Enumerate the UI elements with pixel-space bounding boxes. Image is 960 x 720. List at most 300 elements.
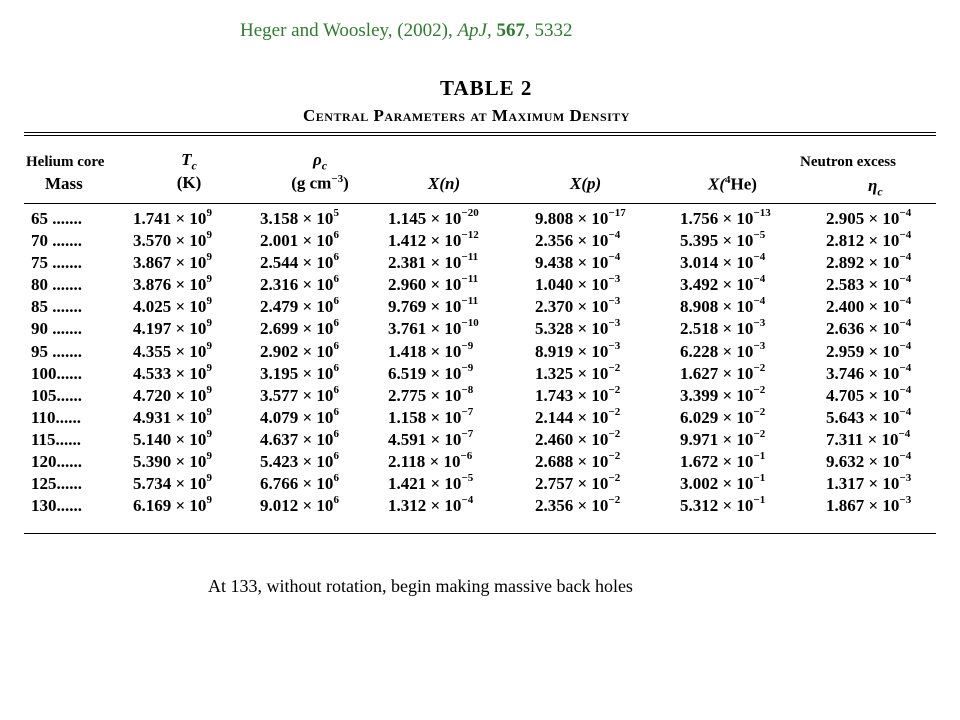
cell-xn: $2.381 \times 10^{-11}$ [388,251,479,273]
exponent: −13 [753,207,771,219]
exponent: −2 [608,472,621,485]
exponent: −4 [899,273,912,286]
header-rho-exponent: −3 [331,173,344,186]
mantissa: 2.356 [535,496,574,516]
cell-xn: $1.412 \times 10^{-12}$ [388,229,479,251]
mantissa: 6.519 [388,363,427,383]
table-row [0,383,960,408]
exponent: −2 [608,405,621,418]
header-tc [164,150,214,193]
mantissa: 4.197 [133,319,172,339]
exponent: −10 [461,317,479,330]
table-row [0,474,960,496]
exponent: −4 [899,207,912,219]
cell-rho: $5.423 \times 10^6$ [260,450,339,472]
header-rho-close: ) [343,174,349,194]
exponent: 6 [333,383,339,396]
cell-tc: $3.570 \times 10^9$ [133,229,212,251]
cell-tc: $1.741 \times 10^9$ [133,207,212,228]
cell-mass: 90 ....... [31,319,82,339]
cell-tc: $5.734 \times 10^9$ [133,472,212,494]
cell-xn: $6.519 \times 10^{-9}$ [388,361,474,383]
cell-xp: $1.040 \times 10^{-3}$ [535,273,621,295]
cell-rho: $9.012 \times 10^6$ [260,494,339,516]
mantissa: 9.769 [388,297,427,317]
citation-separator: , [525,20,535,41]
header-xn [428,174,460,194]
table-top-rule [24,132,936,133]
mantissa: 5.423 [260,452,299,472]
exponent: 6 [333,450,339,463]
cell-xhe: $9.971 \times 10^{-2}$ [680,427,766,449]
cell-tc: $4.197 \times 10^9$ [133,317,212,339]
exponent: −2 [753,427,766,440]
cell-eta: $9.632 \times 10^{-4}$ [826,450,912,472]
cell-tc: $3.876 \times 10^9$ [133,273,212,295]
exponent: −3 [608,339,621,352]
table-top-rule-double [24,135,936,136]
header-tc-unit: (K) [176,173,202,193]
cell-eta: $5.643 \times 10^{-4}$ [826,405,912,427]
mantissa: 3.570 [133,231,172,251]
header-rho-unit: (g cm [291,174,332,194]
mantissa: 2.812 [826,231,865,251]
cell-mass: 80 ....... [31,275,82,295]
exponent: −2 [608,494,621,507]
mantissa: 2.636 [826,319,865,339]
exponent: −4 [608,251,621,264]
mantissa: 2.001 [260,231,299,251]
cell-rho: $4.079 \times 10^6$ [260,405,339,427]
exponent: −3 [608,295,621,308]
header-xp-label: X(p) [570,174,602,193]
exponent: −7 [461,405,474,418]
exponent: −9 [461,339,474,352]
exponent: 9 [206,405,212,418]
cell-mass: 95 ....... [31,341,82,361]
exponent: 6 [333,229,339,242]
cell-tc: $3.867 \times 10^9$ [133,251,212,273]
mantissa: 3.867 [133,253,172,273]
mantissa: 4.079 [260,407,299,427]
mantissa: 3.195 [260,363,299,383]
cell-xhe: $8.908 \times 10^{-4}$ [680,295,766,317]
mantissa: 3.746 [826,363,865,383]
mantissa: 9.808 [535,209,574,228]
table-row [0,275,960,297]
exponent: −11 [461,251,479,264]
mantissa: 4.705 [826,385,865,405]
exponent: 9 [206,383,212,396]
mantissa: 1.741 [133,209,172,228]
exponent: −8 [461,383,474,396]
exponent: 9 [206,472,212,485]
mantissa: 5.395 [680,231,719,251]
header-eta-symbol: η [868,176,878,195]
citation-authors: Heger and Woosley, (2002), [240,20,458,41]
exponent: −4 [753,251,766,264]
mantissa: 2.775 [388,385,427,405]
mantissa: 3.577 [260,385,299,405]
mantissa: 2.905 [826,209,865,228]
table-row [0,297,960,319]
mantissa: 2.316 [260,275,299,295]
mantissa: 4.637 [260,429,299,449]
exponent: −1 [753,472,766,485]
cell-mass: 75 ....... [31,253,82,273]
exponent: 9 [206,207,212,219]
citation-journal: ApJ [457,20,487,41]
mantissa: 3.492 [680,275,719,295]
mantissa: 1.672 [680,452,719,472]
cell-xhe: $3.492 \times 10^{-4}$ [680,273,766,295]
header-xn-label: X(n) [428,174,461,193]
exponent: −2 [753,361,766,374]
header-rho [270,150,370,194]
cell-xhe: $3.399 \times 10^{-2}$ [680,383,766,405]
cell-xn: $2.960 \times 10^{-11}$ [388,273,479,295]
cell-eta: $2.583 \times 10^{-4}$ [826,273,912,295]
cell-eta: $7.311 \times 10^{-4}$ [826,427,911,449]
mantissa: 4.931 [133,407,172,427]
exponent: 9 [206,494,212,507]
table-row [0,405,960,430]
cell-xp: $1.743 \times 10^{-2}$ [535,383,621,405]
table-row [0,253,960,275]
header-xhe-prefix: X( [708,174,725,194]
mantissa: 1.867 [826,496,865,516]
cell-mass: 120...... [31,452,82,472]
cell-xhe: $3.002 \times 10^{-1}$ [680,472,766,494]
table-subtitle: Central Parameters at Maximum Density [303,106,630,125]
cell-xp: $5.328 \times 10^{-3}$ [535,317,621,339]
exponent: 9 [206,229,212,242]
cell-xp: $2.688 \times 10^{-2}$ [535,450,621,472]
cell-tc: $4.355 \times 10^9$ [133,339,212,361]
cell-rho: $3.195 \times 10^6$ [260,361,339,383]
exponent: −3 [608,317,621,330]
cell-xn: $1.312 \times 10^{-4}$ [388,494,474,516]
mantissa: 6.029 [680,407,719,427]
cell-rho: $3.577 \times 10^6$ [260,383,339,405]
cell-xhe: $5.312 \times 10^{-1}$ [680,494,766,516]
mantissa: 5.312 [680,496,719,516]
table-row [0,452,960,474]
cell-tc: $5.390 \times 10^9$ [133,450,212,472]
table-row [0,319,960,341]
exponent: −11 [461,273,479,286]
exponent: −2 [608,427,621,440]
mantissa: 4.533 [133,363,172,383]
cell-tc: $4.931 \times 10^9$ [133,405,212,427]
exponent: −2 [608,383,621,396]
exponent: 6 [333,295,339,308]
header-xhe-suffix: He) [730,174,757,194]
cell-rho: $3.158 \times 10^5$ [260,207,339,228]
exponent: 9 [206,295,212,308]
exponent: 6 [333,494,339,507]
header-eta [868,176,883,199]
exponent: 6 [333,427,339,440]
exponent: −3 [899,472,912,485]
mantissa: 2.356 [535,231,574,251]
table-row [0,361,960,386]
cell-xhe: $5.395 \times 10^{-5}$ [680,229,766,251]
exponent: 5 [333,207,339,219]
cell-mass: 85 ....... [31,297,82,317]
mantissa: 2.479 [260,297,299,317]
cell-rho: $2.902 \times 10^6$ [260,339,339,361]
exponent: 9 [206,273,212,286]
mantissa: 2.902 [260,341,299,361]
cell-eta: $2.959 \times 10^{-4}$ [826,339,912,361]
exponent: −4 [899,317,912,330]
cell-eta: $1.867 \times 10^{-3}$ [826,494,912,516]
exponent: 9 [206,427,212,440]
mantissa: 5.390 [133,452,172,472]
cell-xhe: $1.756 \times 10^{-13}$ [680,207,771,228]
exponent: −2 [608,450,621,463]
cell-eta: $2.892 \times 10^{-4}$ [826,251,912,273]
cell-xp: $9.438 \times 10^{-4}$ [535,251,621,273]
mantissa: 2.518 [680,319,719,339]
cell-rho: $2.001 \times 10^6$ [260,229,339,251]
cell-xp: $9.808 \times 10^{-17}$ [535,207,626,228]
exponent: −5 [461,472,474,485]
cell-xp: $2.356 \times 10^{-2}$ [535,494,621,516]
exponent: −2 [608,361,621,374]
mantissa: 3.399 [680,385,719,405]
table-title: TABLE 2 [440,76,533,100]
cell-rho: $2.479 \times 10^6$ [260,295,339,317]
exponent: −5 [753,229,766,242]
mantissa: 2.959 [826,341,865,361]
header-mass [45,174,83,194]
exponent: 9 [206,251,212,264]
mantissa: 3.761 [388,319,427,339]
cell-xp: $2.370 \times 10^{-3}$ [535,295,621,317]
exponent: 6 [333,472,339,485]
exponent: 6 [333,317,339,330]
cell-mass: 100...... [31,363,82,383]
exponent: −2 [753,405,766,418]
mantissa: 5.643 [826,407,865,427]
mantissa: 2.960 [388,275,427,295]
exponent: −6 [460,450,473,463]
header-rho-subscript: c [321,158,328,173]
exponent: −4 [899,339,912,352]
header-mass-label: Mass [45,174,83,193]
mantissa: 9.438 [535,253,574,273]
mantissa: 1.421 [388,474,427,494]
cell-mass: 115...... [31,429,82,449]
mantissa: 1.312 [388,496,427,516]
cell-xhe: $1.672 \times 10^{-1}$ [680,450,766,472]
exponent: 6 [333,273,339,286]
table-row [0,209,960,231]
exponent: 9 [206,450,212,463]
cell-mass: 130...... [31,496,82,516]
mantissa: 1.627 [680,363,719,383]
exponent: −17 [608,207,626,219]
exponent: 6 [333,405,339,418]
cell-xp: $2.757 \times 10^{-2}$ [535,472,621,494]
cell-eta: $3.746 \times 10^{-4}$ [826,361,912,383]
cell-tc: $4.533 \times 10^9$ [133,361,212,383]
cell-xn: $4.591 \times 10^{-7}$ [388,427,474,449]
mantissa: 2.381 [388,253,427,273]
mantissa: 3.876 [133,275,172,295]
exponent: 9 [206,361,212,374]
mantissa: 2.757 [535,474,574,494]
mantissa: 8.908 [680,297,719,317]
cell-xn: $9.769 \times 10^{-11}$ [388,295,479,317]
mantissa: 4.591 [388,429,427,449]
exponent: −4 [899,251,912,264]
cell-tc: $5.140 \times 10^9$ [133,427,212,449]
table-row [0,427,960,452]
mantissa: 2.688 [535,452,574,472]
cell-xn: $3.761 \times 10^{-10}$ [388,317,479,339]
mantissa: 2.144 [535,407,574,427]
cell-eta: $1.317 \times 10^{-3}$ [826,472,912,494]
neutron-excess-annotation: Neutron excess [800,154,896,170]
exponent: −4 [899,361,912,374]
exponent: −2 [753,383,766,396]
mantissa: 2.544 [260,253,299,273]
cell-eta: $4.705 \times 10^{-4}$ [826,383,912,405]
cell-eta: $2.812 \times 10^{-4}$ [826,229,912,251]
cell-xhe: $3.014 \times 10^{-4}$ [680,251,766,273]
exponent: −4 [899,450,912,463]
mantissa: 7.311 [826,429,864,449]
table-header-rule [24,203,936,204]
mantissa: 3.158 [260,209,299,228]
cell-xhe: $6.029 \times 10^{-2}$ [680,405,766,427]
mantissa: 1.040 [535,275,574,295]
cell-rho: $2.699 \times 10^6$ [260,317,339,339]
exponent: −3 [753,339,766,352]
mantissa: 2.400 [826,297,865,317]
mantissa: 2.370 [535,297,574,317]
exponent: 9 [206,317,212,330]
header-xhe [708,174,757,195]
exponent: 9 [206,339,212,352]
footnote: At 133, without rotation, begin making massive back holes [208,576,633,596]
exponent: −4 [899,229,912,242]
exponent: −4 [898,427,911,440]
exponent: −4 [899,405,912,418]
mantissa: 6.766 [260,474,299,494]
cell-xn: $1.158 \times 10^{-7}$ [388,405,474,427]
table-row [0,231,960,253]
mantissa: 6.228 [680,341,719,361]
mantissa: 4.025 [133,297,172,317]
mantissa: 4.720 [133,385,172,405]
mantissa: 5.328 [535,319,574,339]
cell-xhe: $1.627 \times 10^{-2}$ [680,361,766,383]
citation-volume: 567 [496,20,525,41]
mantissa: 1.145 [388,209,427,228]
exponent: −4 [753,273,766,286]
exponent: −4 [899,295,912,308]
cell-xn: $1.418 \times 10^{-9}$ [388,339,474,361]
header-xhe-superscript: 4 [725,174,731,186]
mantissa: 6.169 [133,496,172,516]
cell-xhe: $6.228 \times 10^{-3}$ [680,339,766,361]
cell-xp: $2.460 \times 10^{-2}$ [535,427,621,449]
exponent: −3 [608,273,621,286]
cell-xn: $1.145 \times 10^{-20}$ [388,207,479,228]
table-body [0,209,960,518]
mantissa: 4.355 [133,341,172,361]
cell-tc: $4.720 \times 10^9$ [133,383,212,405]
mantissa: 2.583 [826,275,865,295]
cell-eta: $2.400 \times 10^{-4}$ [826,295,912,317]
cell-rho: $2.544 \times 10^6$ [260,251,339,273]
mantissa: 1.743 [535,385,574,405]
mantissa: 3.014 [680,253,719,273]
cell-rho: $6.766 \times 10^6$ [260,472,339,494]
table-bottom-rule [24,533,936,534]
mantissa: 2.460 [535,429,574,449]
cell-xn: $2.775 \times 10^{-8}$ [388,383,474,405]
cell-eta: $2.636 \times 10^{-4}$ [826,317,912,339]
exponent: −12 [461,229,479,242]
header-eta-subscript: c [877,184,883,199]
mantissa: 2.118 [388,452,426,472]
exponent: −7 [461,427,474,440]
mantissa: 5.140 [133,429,172,449]
cell-eta: $2.905 \times 10^{-4}$ [826,207,912,228]
cell-mass: 105...... [31,385,82,405]
mantissa: 1.418 [388,341,427,361]
exponent: −4 [899,383,912,396]
citation-page: 5332 [534,20,573,41]
mantissa: 8.919 [535,341,574,361]
exponent: −4 [608,229,621,242]
mantissa: 1.325 [535,363,574,383]
exponent: −9 [461,361,474,374]
table-row [0,339,960,364]
cell-xp: $1.325 \times 10^{-2}$ [535,361,621,383]
mantissa: 3.002 [680,474,719,494]
cell-xp: $8.919 \times 10^{-3}$ [535,339,621,361]
cell-xp: $2.144 \times 10^{-2}$ [535,405,621,427]
mantissa: 1.756 [680,209,719,228]
table-row [0,496,960,518]
cell-tc: $4.025 \times 10^9$ [133,295,212,317]
cell-mass: 70 ....... [31,231,82,251]
header-xp [570,174,601,194]
cell-mass: 125...... [31,474,82,494]
exponent: 6 [333,339,339,352]
mantissa: 2.699 [260,319,299,339]
mantissa: 2.892 [826,253,865,273]
header-tc-subscript: c [191,158,197,173]
exponent: 6 [333,251,339,264]
mantissa: 5.734 [133,474,172,494]
exponent: −11 [461,295,479,308]
cell-xp: $2.356 \times 10^{-4}$ [535,229,621,251]
cell-xn: $1.421 \times 10^{-5}$ [388,472,474,494]
header-rho-symbol: ρ [312,150,322,169]
exponent: −4 [753,295,766,308]
exponent: −1 [753,450,766,463]
mantissa: 1.158 [388,407,427,427]
helium-core-annotation: Helium core [26,154,105,170]
citation-separator: , [487,20,497,41]
